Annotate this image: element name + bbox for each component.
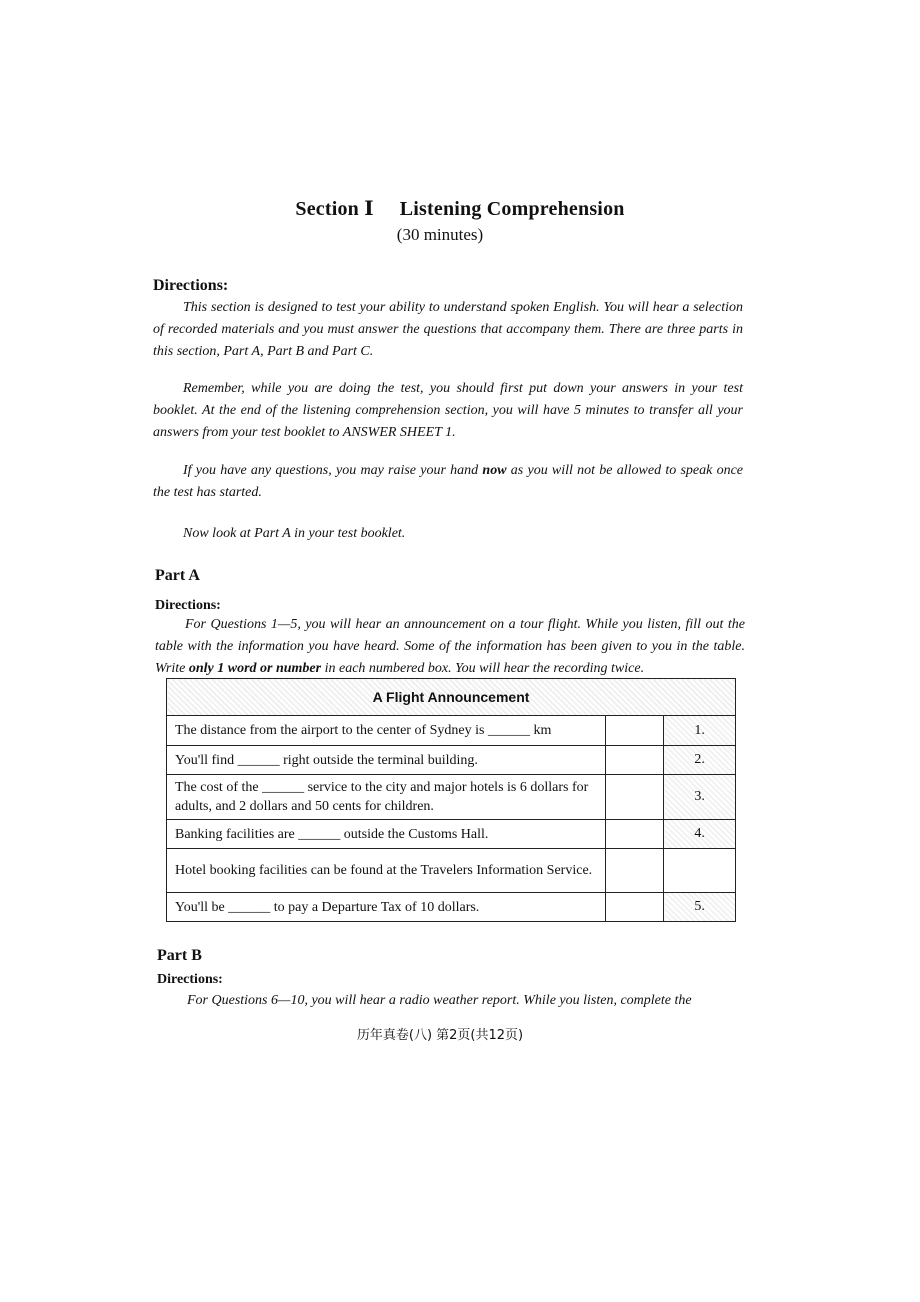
part-a-heading: Part A xyxy=(155,567,200,584)
row-answer-blank[interactable] xyxy=(606,746,664,775)
row-statement: You'll be ______ to pay a Departure Tax of 10 dollars. xyxy=(167,893,606,922)
row-statement: Banking facilities are ______ outside the Customs Hall. xyxy=(167,820,606,849)
directions-heading: Directions: xyxy=(153,277,229,294)
directions-paragraph-1: This section is designed to test your ability to understand spoken English. You will hear a selection of recorded materials and you must answer the questions that accompany them. There are three parts in this section, Part A, Part B and Part C. xyxy=(153,300,743,359)
row-statement: Hotel booking facilities can be found at the Travelers Information Service. xyxy=(167,849,606,893)
table-title: A Flight Announcement xyxy=(167,679,736,716)
table-row xyxy=(167,893,736,922)
row-number: 5. xyxy=(664,893,736,922)
section-name: Listening Comprehension xyxy=(399,198,625,220)
table-row xyxy=(167,849,736,893)
directions-paragraph-2: Remember, while you are doing the test, you should first put down your answers in your test booklet. At the end of the listening comprehension section, you will have 5 minutes to transfer all your answers from your test booklet to ANSWER SHEET 1. xyxy=(153,381,743,440)
row-number xyxy=(664,849,736,893)
directions-paragraph-4: Now look at Part A in your test booklet. xyxy=(183,526,406,541)
page-footer: 历年真卷(八) 第2页(共12页) xyxy=(356,1028,524,1043)
part-b-heading: Part B xyxy=(157,947,202,964)
flight-announcement-table xyxy=(166,678,736,922)
part-a-directions-text: For Questions 1—5, you will hear an announcement on a tour flight. While you listen, fill out the table with the information you have heard. Some of the information has been given to you in the table. Write only 1 word or number in each numbered box. You will hear the recording twice. xyxy=(155,617,745,676)
table-row xyxy=(167,716,736,746)
row-number: 1. xyxy=(664,716,736,746)
section-title xyxy=(0,196,920,221)
row-statement: The cost of the ______ service to the city and major hotels is 6 dollars for adults, and 2 dollars and 50 cents for children. xyxy=(167,775,606,820)
table-row xyxy=(167,820,736,849)
row-answer-blank[interactable] xyxy=(606,716,664,746)
row-number: 3. xyxy=(664,775,736,820)
row-number: 2. xyxy=(664,746,736,775)
part-b-directions-label: Directions: xyxy=(157,972,223,987)
emphasis-word-limit: only 1 word or number xyxy=(188,661,322,676)
row-statement: You'll find ______ right outside the terminal building. xyxy=(167,746,606,775)
table-row xyxy=(167,775,736,820)
row-statement: The distance from the airport to the center of Sydney is ______ km xyxy=(167,716,606,746)
row-answer-blank[interactable] xyxy=(606,893,664,922)
directions-paragraph-3: If you have any questions, you may raise your hand now as you will not be allowed to speak once the test has started. xyxy=(153,463,744,500)
row-answer-blank[interactable] xyxy=(606,775,664,820)
part-b-directions-text: For Questions 6—10, you will hear a radio weather report. While you listen, complete the xyxy=(187,993,692,1008)
table-row xyxy=(167,746,736,775)
row-answer-blank xyxy=(606,849,664,893)
row-number: 4. xyxy=(664,820,736,849)
row-answer-blank[interactable] xyxy=(606,820,664,849)
section-number: Section Ⅰ xyxy=(295,198,374,220)
part-a-directions-label: Directions: xyxy=(155,598,221,613)
emphasis-now: now xyxy=(482,463,507,478)
section-duration: (30 minutes) xyxy=(396,225,484,244)
